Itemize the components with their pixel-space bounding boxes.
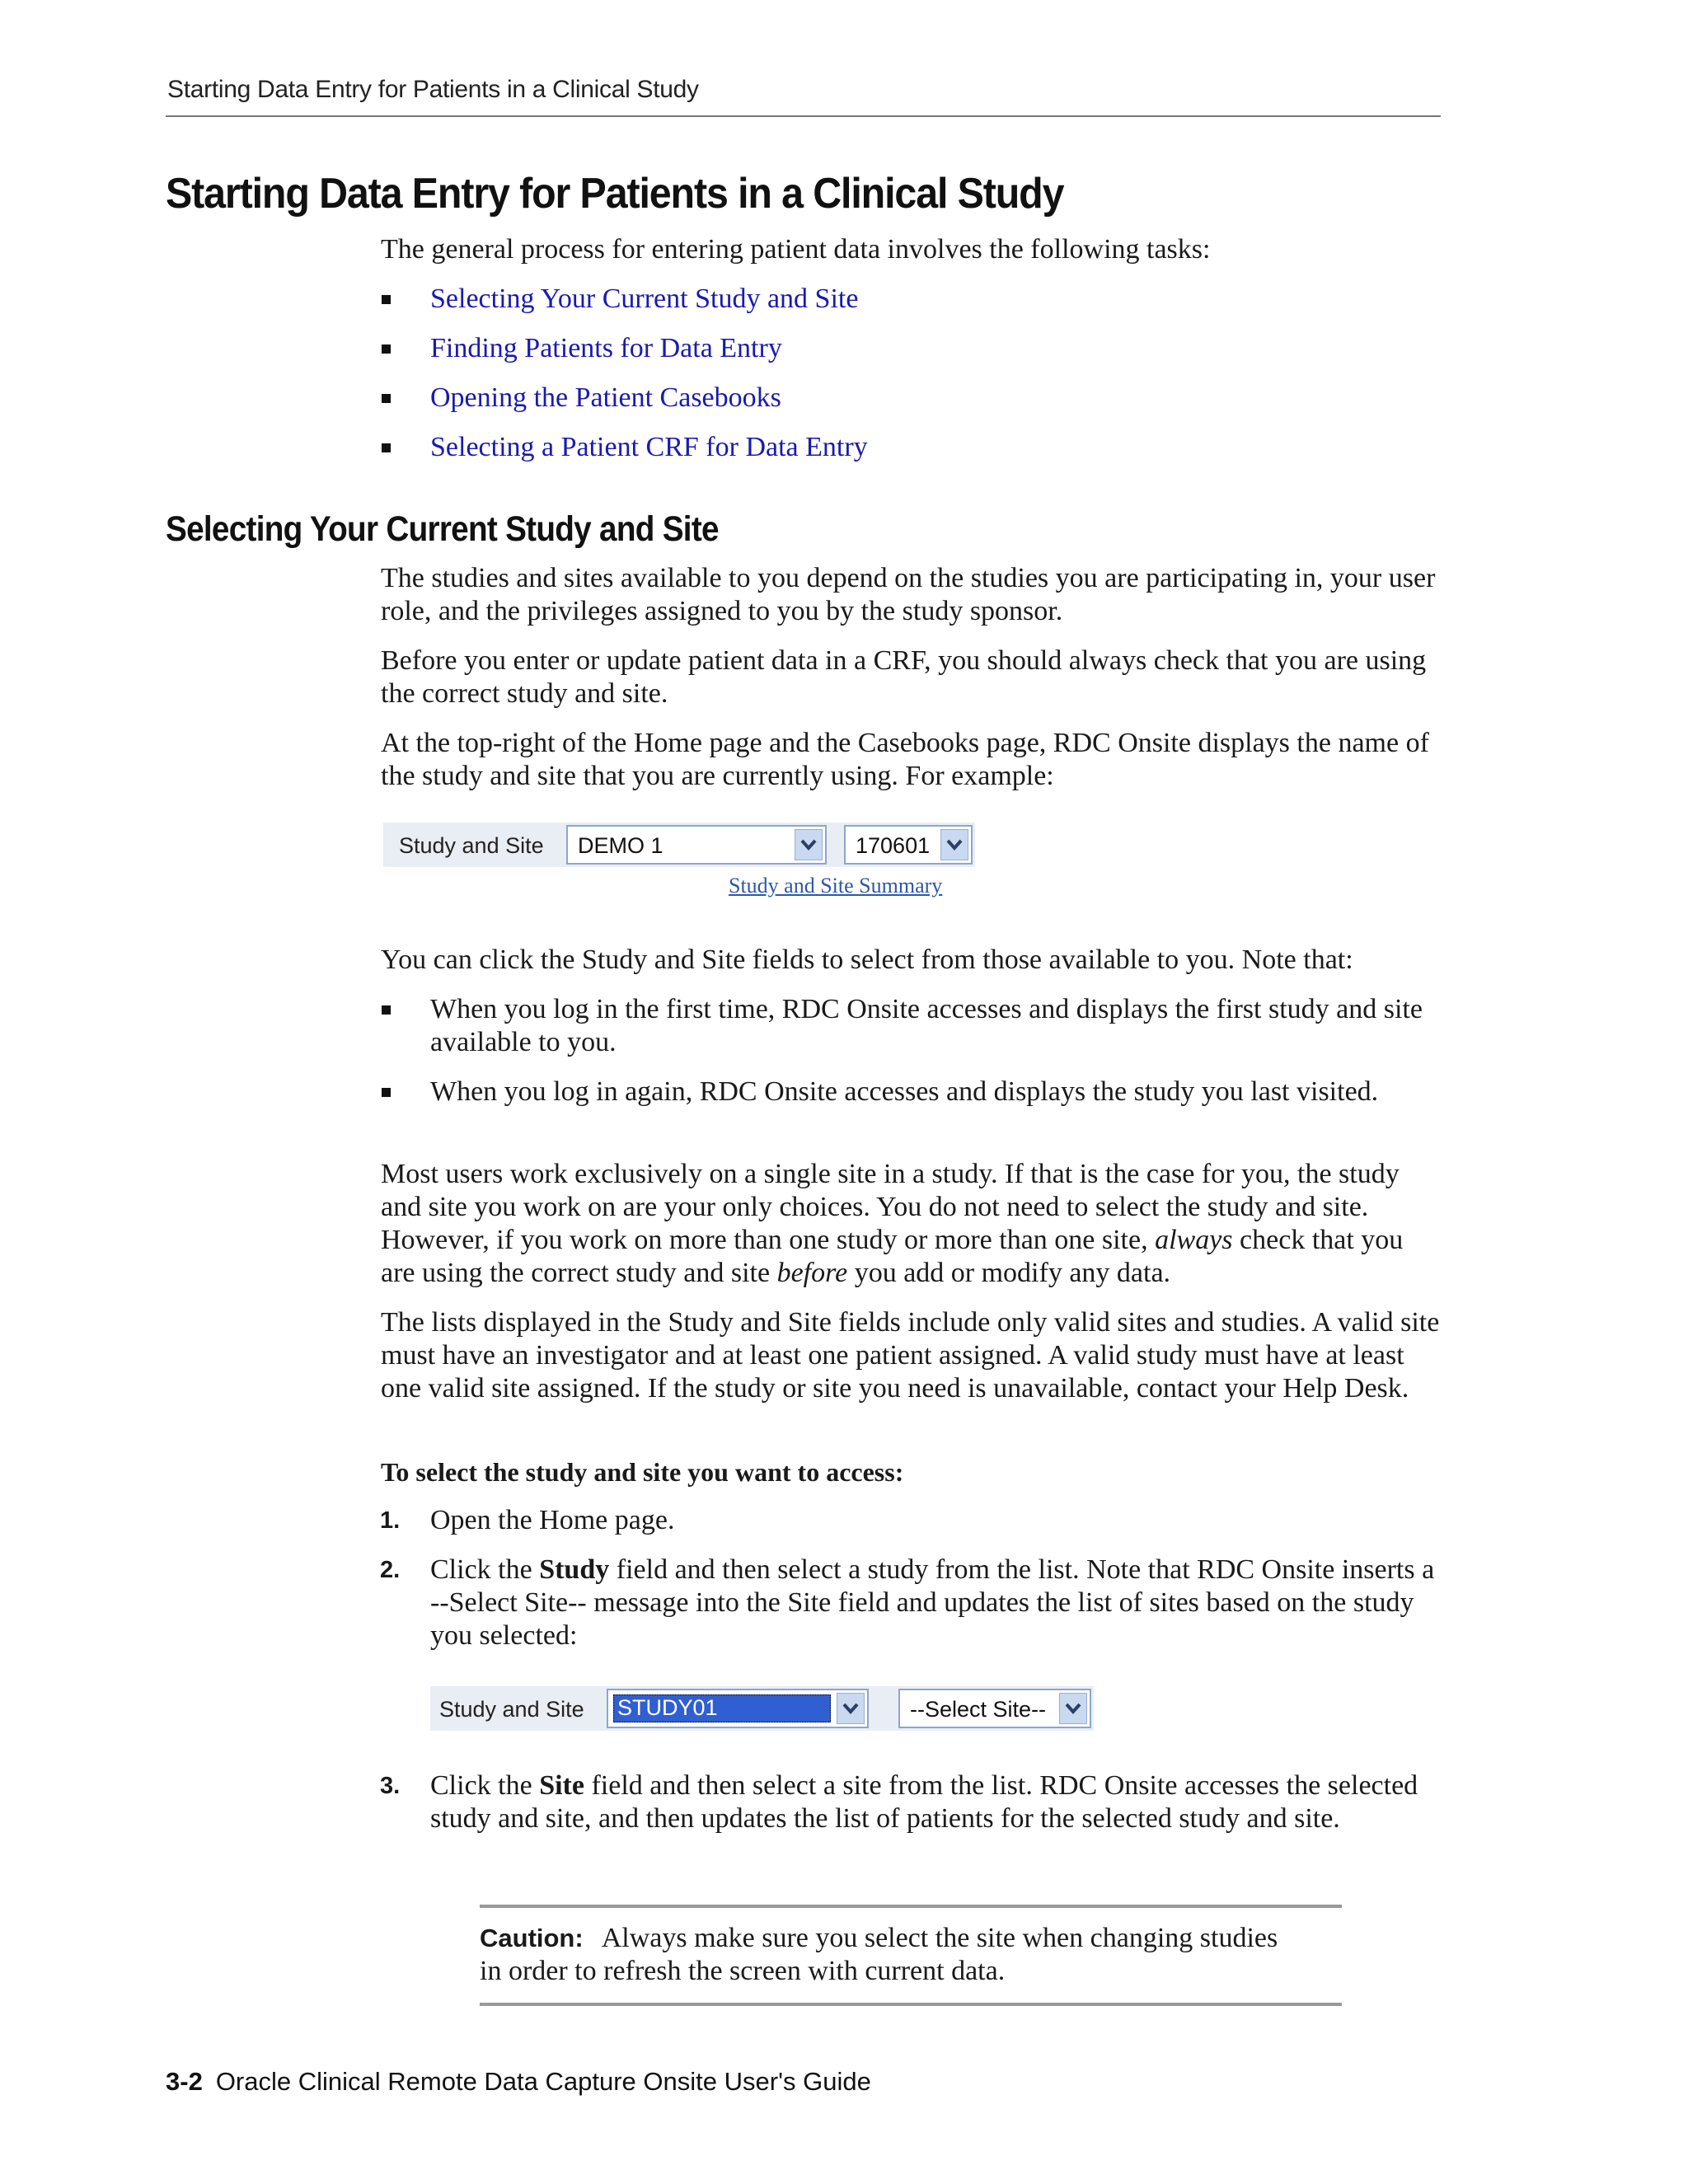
- emphasis-before: before: [776, 1258, 848, 1288]
- step-number: 3.: [380, 1773, 401, 1799]
- task-link[interactable]: Selecting a Patient CRF for Data Entry: [430, 432, 868, 462]
- site-select-value: 170601: [856, 833, 931, 858]
- task-link-2[interactable]: [430, 332, 1444, 365]
- paragraph-5: [381, 1158, 1444, 1290]
- chevron-down-icon[interactable]: [1059, 1693, 1087, 1724]
- step-number: 1.: [380, 1507, 401, 1534]
- paragraph-2: Before you enter or update patient data in a CRF, you should always check that you are using the correct study and site.: [381, 645, 1427, 709]
- caution-text: Always make sure you select the site when changing studies in order to refresh the screen with current data.: [480, 1923, 1278, 1986]
- study-site-widget: [383, 823, 975, 867]
- running-head: Starting Data Entry for Patients in a Clinical Study: [167, 76, 699, 103]
- study-site-label: Study and Site: [399, 833, 544, 858]
- chevron-down-icon[interactable]: [837, 1693, 865, 1724]
- intro-paragraph: The general process for entering patient data involves the following tasks:: [381, 234, 1211, 265]
- bullet-icon: [382, 295, 391, 304]
- site-select[interactable]: [844, 825, 973, 865]
- procedure-heading: To select the study and site you want to access:: [381, 1457, 904, 1487]
- paragraph-5-part: Most users work exclusively on a single site in a study. If that is the case for you, the study and site you work on are your only choices. You do not need to select the study and site. However, if you work on more than one study or more than one site,: [381, 1159, 1400, 1255]
- study-site-widget-2: [430, 1686, 1094, 1731]
- bullet-icon: [382, 1005, 391, 1015]
- bullet-icon: [382, 1088, 391, 1097]
- study-select[interactable]: [607, 1689, 869, 1728]
- paragraph-5-part: check that you are using the correct study and site: [381, 1225, 1404, 1288]
- study-site-label: Study and Site: [439, 1697, 584, 1722]
- bullet-icon: [382, 344, 391, 354]
- step-2-text: [430, 1554, 1444, 1652]
- task-link[interactable]: Finding Patients for Data Entry: [430, 333, 782, 363]
- step-text-part: Click the: [430, 1770, 540, 1801]
- caution-top-rule: [480, 1905, 1342, 1908]
- study-select[interactable]: [566, 825, 827, 865]
- step-number: 2.: [380, 1557, 401, 1583]
- chevron-down-icon[interactable]: [795, 829, 823, 860]
- bullet-icon: [382, 394, 391, 403]
- chevron-down-icon[interactable]: [940, 829, 968, 860]
- site-select[interactable]: [898, 1689, 1091, 1728]
- step-1-text: Open the Home page.: [430, 1505, 675, 1535]
- caution-note: [480, 1922, 1304, 1988]
- header-rule: [166, 115, 1441, 117]
- page-number: 3-2: [166, 2067, 203, 2096]
- note-1: When you log in the first time, RDC Onsite accesses and displays the first study and site available to you.: [430, 994, 1423, 1057]
- section-title: Selecting Your Current Study and Site: [166, 509, 719, 549]
- study-select-value: DEMO 1: [578, 833, 663, 858]
- paragraph-3: At the top-right of the Home page and the Casebooks page, RDC Onsite displays the name of the study and site that you are currently using. For example:: [381, 728, 1429, 791]
- task-link-3[interactable]: [430, 382, 1444, 415]
- step-field-name: Site: [539, 1770, 584, 1801]
- step-3-text: [430, 1769, 1444, 1835]
- paragraph-4: You can click the Study and Site fields to select from those available to you. Note that:: [381, 944, 1353, 975]
- step-text-part: field and then select a study from the list. Note that RDC Onsite inserts a --Select Site-- message into the Site field and updates the list of sites based on the study you selected:: [430, 1554, 1435, 1651]
- task-link-1[interactable]: [430, 283, 1444, 316]
- task-link[interactable]: Selecting Your Current Study and Site: [430, 284, 859, 314]
- site-select-value: --Select Site--: [910, 1697, 1047, 1722]
- step-field-name: Study: [539, 1554, 610, 1585]
- page-title: Starting Data Entry for Patients in a Clinical Study: [166, 170, 1064, 218]
- caution-bottom-rule: [480, 2003, 1342, 2006]
- bullet-icon: [382, 443, 391, 452]
- book-title: Oracle Clinical Remote Data Capture Onsite User's Guide: [215, 2067, 871, 2096]
- task-link[interactable]: Opening the Patient Casebooks: [430, 382, 781, 413]
- step-text-part: Click the: [430, 1554, 540, 1585]
- study-select-value: STUDY01: [613, 1694, 831, 1722]
- paragraph-5-part: you add or modify any data.: [847, 1258, 1171, 1288]
- page-footer: [166, 2067, 871, 2097]
- emphasis-always: always: [1155, 1225, 1233, 1255]
- caution-label: Caution:: [480, 1924, 584, 1952]
- note-2: When you log in again, RDC Onsite accesses and displays the study you last visited.: [430, 1076, 1379, 1107]
- paragraph-6: The lists displayed in the Study and Site fields include only valid sites and studies. A valid site must have an investigator and at least one patient assigned. A valid study must have at least one valid site assigned. If the study or site you need is unavailable, contact your Help Desk.: [381, 1307, 1440, 1404]
- task-link-4[interactable]: [430, 431, 1444, 464]
- step-text-part: field and then select a site from the list. RDC Onsite accesses the selected study and site, and then updates the list of patients for the selected study and site.: [430, 1770, 1418, 1834]
- paragraph-1: The studies and sites available to you depend on the studies you are participating in, your user role, and the privileges assigned to you by the study sponsor.: [381, 563, 1436, 626]
- study-site-summary-link[interactable]: Study and Site Summary: [729, 874, 943, 898]
